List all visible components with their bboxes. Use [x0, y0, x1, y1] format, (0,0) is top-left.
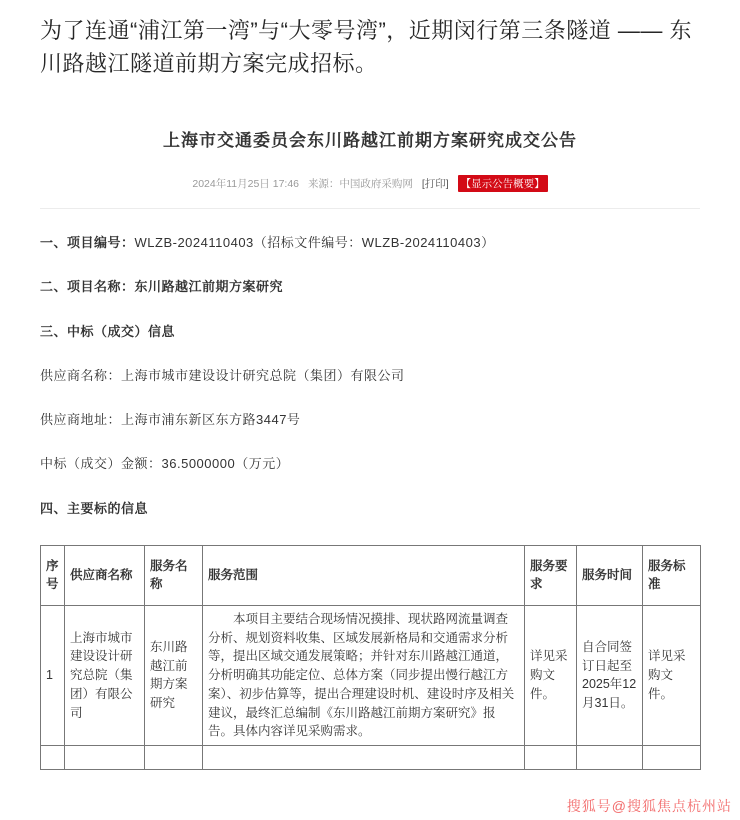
cell-requirement: 详见采购文件。: [525, 605, 577, 745]
field-supplier-address: [40, 412, 700, 428]
intro-paragraph: 为了连通“浦江第一湾”与“大零号湾”，近期闵行第三条隧道 —— 东川路越江隧道前期方案完成招标。: [40, 18, 693, 76]
field-award-info-heading: [40, 324, 700, 340]
header-requirement: 服务要求: [525, 545, 577, 605]
empty-cell: [203, 746, 525, 770]
header-seq: 序号: [41, 545, 65, 605]
cell-supplier: 上海市城市建设设计研究总院（集团）有限公司: [65, 605, 145, 745]
header-scope: 服务范围: [203, 545, 525, 605]
summary-toggle-badge[interactable]: 【显示公告概要】: [458, 175, 548, 192]
header-time: 服务时间: [577, 545, 643, 605]
field-label: 中标（成交）金额：: [40, 456, 162, 472]
award-table: [40, 545, 701, 770]
field-main-subject-heading: [40, 501, 700, 517]
field-value: 上海市城市建设设计研究总院（集团）有限公司: [121, 367, 405, 383]
field-label: 供应商地址：: [40, 412, 122, 427]
field-supplier-name: [40, 368, 700, 384]
meta-divider: [40, 208, 700, 209]
meta-line: [40, 175, 700, 192]
cell-scope: 本项目主要结合现场情况摸排、现状路网流量调查分析、规划资料收集、区域发展新格局和交通需求分析等，提出区域交通发展策略；并针对东川路越江通道，分析明确其功能定位、总体方案（同步提出慢行越江方案）、初步估算等，提出合理建设时机、建设时序及相关建议，最终汇总编制《东川路越江前期方案研究》报告。具体内容详见采购需求。: [203, 605, 525, 745]
empty-cell: [643, 746, 701, 770]
meta-source: 来源：中国政府采购网: [307, 178, 413, 190]
field-label: 三、中标（成交）信息: [40, 323, 176, 339]
print-link[interactable]: [打印]: [421, 178, 449, 190]
cell-service-name: 东川路越江前期方案研究: [145, 605, 203, 745]
field-value: 上海市浦东新区东方路3447号: [121, 412, 301, 427]
field-label: 二、项目名称：: [40, 279, 135, 295]
empty-cell: [65, 746, 145, 770]
table-empty-row: [41, 746, 701, 770]
table-header-row: [41, 545, 701, 605]
header-standard: 服务标准: [643, 545, 701, 605]
announcement-title: 上海市交通委员会东川路越江前期方案研究成交公告: [163, 131, 577, 150]
empty-cell: [577, 746, 643, 770]
field-value: 东川路越江前期方案研究: [134, 279, 284, 295]
empty-cell: [145, 746, 203, 770]
empty-cell: [41, 746, 65, 770]
field-value: 36.5000000（万元）: [161, 456, 290, 472]
field-label: 一、项目编号：: [40, 235, 135, 250]
cell-time: 自合同签订日起至2025年12月31日。: [577, 605, 643, 745]
cell-standard: 详见采购文件。: [643, 605, 701, 745]
header-supplier: 供应商名称: [65, 545, 145, 605]
meta-datetime: 2024年11月25日 17:46: [192, 178, 300, 190]
table-row: [41, 605, 701, 745]
field-value: WLZB-2024110403（招标文件编号：WLZB-2024110403）: [134, 235, 495, 250]
cell-seq: 1: [41, 605, 65, 745]
header-service-name: 服务名称: [145, 545, 203, 605]
empty-cell: [525, 746, 577, 770]
field-project-number: [40, 235, 700, 251]
watermark-text: 搜狐号@搜狐焦点杭州站: [566, 798, 732, 814]
field-award-amount: [40, 456, 700, 472]
field-label: 四、主要标的信息: [40, 500, 149, 516]
field-project-name: [40, 279, 700, 295]
field-label: 供应商名称：: [40, 367, 122, 383]
